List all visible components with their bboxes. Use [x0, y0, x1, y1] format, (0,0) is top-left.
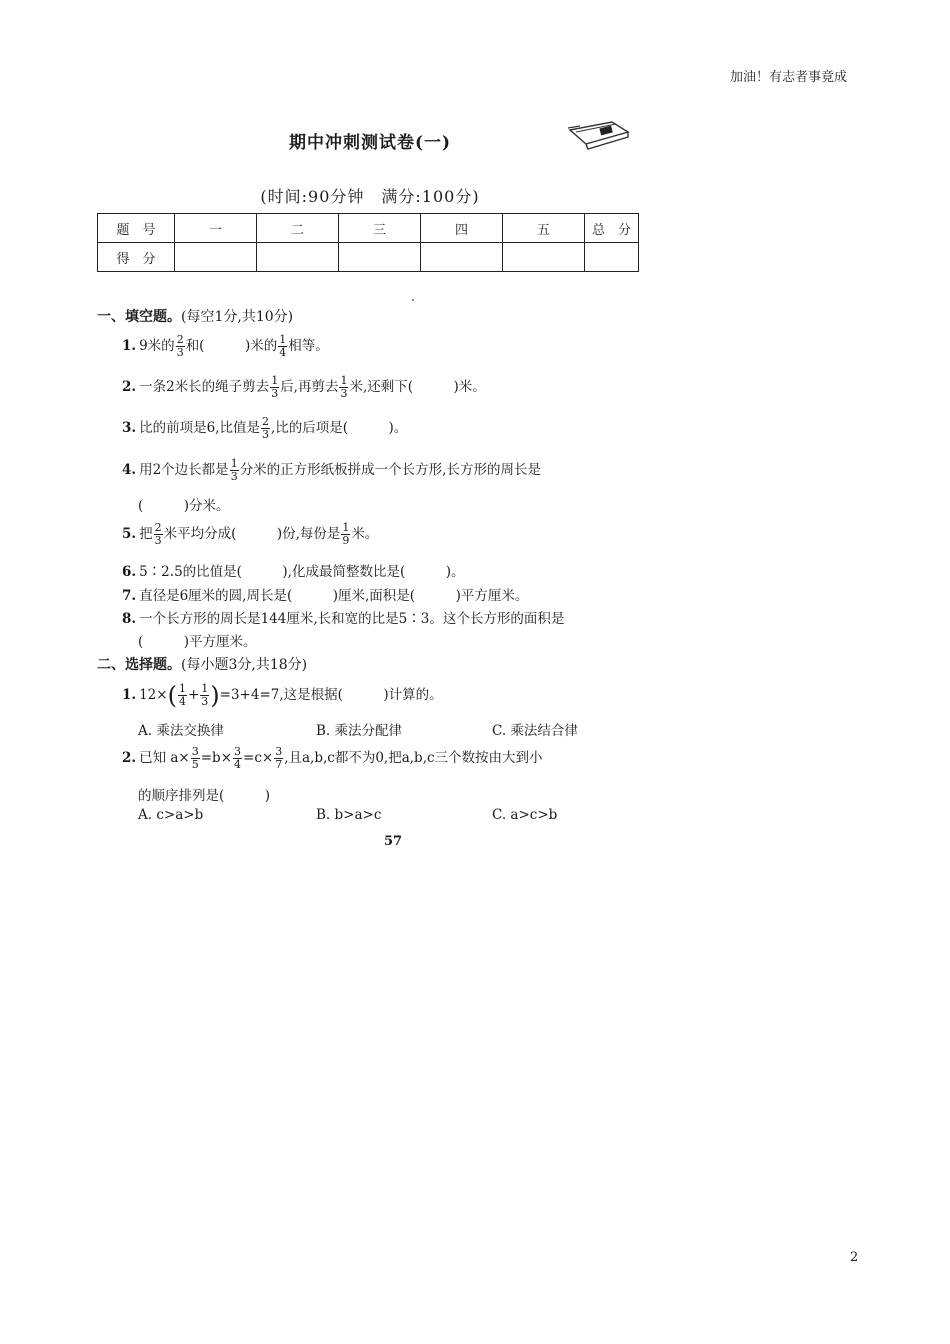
question-number: 2.: [122, 750, 137, 766]
question-2-1: [122, 683, 443, 708]
fraction: $\frac{1}{3}$: [230, 457, 238, 483]
section-heading: [97, 306, 293, 326]
question-text: 后,再剪去: [280, 379, 339, 395]
question-1-8-line2: ( )平方厘米。: [138, 634, 257, 650]
score-table-header-row: [98, 214, 639, 243]
score-input-cell[interactable]: [585, 243, 639, 272]
question-text: 直径是6厘米的圆,周长是( )厘米,面积是( )平方厘米。: [139, 588, 529, 604]
fraction: $\frac{1}{3}$: [340, 374, 348, 400]
score-input-cell[interactable]: [503, 243, 585, 272]
fraction: $\frac{2}{3}$: [261, 415, 269, 441]
big-paren-right: ): [210, 681, 220, 710]
question-number: 1.: [122, 338, 137, 354]
fraction: $\frac{3}{7}$: [275, 745, 283, 771]
question-number: 2.: [122, 379, 137, 395]
question-1-7: [122, 584, 528, 604]
fraction: $\frac{3}{5}$: [191, 745, 199, 771]
fraction: $\frac{1}{9}$: [342, 521, 350, 547]
score-input-cell[interactable]: [175, 243, 257, 272]
table-cell: 题 号: [98, 214, 175, 243]
section-note: (每小题3分,共18分): [181, 657, 308, 673]
question-text: 5∶2.5的比值是( ),化成最简整数比是( )。: [139, 564, 465, 580]
question-text: 相等。: [288, 338, 329, 354]
fraction: $\frac{1}{4}$: [279, 333, 287, 359]
question-text: 9米的: [139, 338, 175, 354]
question-text: 比的前项是6,比值是: [139, 420, 260, 436]
question-text: 分米的正方形纸板拼成一个长方形,长方形的周长是: [239, 462, 541, 478]
question-text: 和( )米的: [185, 338, 278, 354]
fraction: $\frac{1}{3}$: [271, 374, 279, 400]
option-a[interactable]: A. c>a>b: [138, 807, 204, 823]
scan-speck: [412, 299, 414, 301]
question-number: 5.: [122, 526, 137, 542]
question-1-3: [122, 416, 407, 441]
table-cell: 三: [339, 214, 421, 243]
question-text: =3+4=7,这是根据( )计算的。: [219, 687, 443, 703]
score-input-cell[interactable]: [421, 243, 503, 272]
question-1-6: [122, 560, 465, 580]
question-text: =b×: [200, 750, 233, 766]
fraction: $\frac{2}{3}$: [154, 521, 162, 547]
option-b[interactable]: B. b>a>c: [316, 807, 382, 823]
section-title: 二、选择题。: [97, 657, 181, 673]
score-input-cell[interactable]: [339, 243, 421, 272]
question-number: 3.: [122, 420, 137, 436]
table-cell: 总 分: [585, 214, 639, 243]
question-1-8: [122, 607, 564, 627]
question-text: ,比的后项是( )。: [270, 420, 408, 436]
question-text: 用2个边长都是: [139, 462, 229, 478]
section-note: (每空1分,共10分): [181, 309, 294, 325]
header-motto: 加油！有志者事竟成: [730, 70, 848, 85]
question-text: 米平均分成( )份,每份是: [163, 526, 341, 542]
table-cell: 五: [503, 214, 585, 243]
question-number: 4.: [122, 462, 137, 478]
question-number: 8.: [122, 611, 137, 627]
question-text: 已知 a×: [139, 750, 190, 766]
fraction: $\frac{2}{3}$: [176, 333, 184, 359]
score-table-score-row: [98, 243, 639, 272]
question-text: 米。: [351, 526, 379, 542]
question-text: 把: [139, 526, 153, 542]
question-number: 1.: [122, 687, 137, 703]
fraction: $\frac{1}{4}$: [178, 682, 186, 708]
question-text: ,且a,b,c都不为0,把a,b,c三个数按由大到小: [284, 750, 543, 766]
option-c[interactable]: C. 乘法结合律: [492, 723, 578, 739]
question-text: 12×: [139, 687, 168, 703]
table-cell: 二: [257, 214, 339, 243]
page-title: 期中冲刺测试卷(一): [288, 133, 452, 153]
option-c[interactable]: C. a>c>b: [492, 807, 558, 823]
pencil-book-icon: [566, 118, 632, 152]
fraction: $\frac{1}{3}$: [201, 682, 209, 708]
question-text: 一条2米长的绳子剪去: [139, 379, 270, 395]
question-number: 7.: [122, 588, 137, 604]
section-title: 一、填空题。: [97, 309, 181, 325]
question-1-4: [122, 458, 541, 483]
table-cell: 得 分: [98, 243, 175, 272]
question-1-1: [122, 334, 329, 359]
page-number: 57: [383, 834, 403, 849]
question-text: 一个长方形的周长是144厘米,长和宽的比是5∶3。这个长方形的面积是: [139, 611, 565, 627]
question-2-2-line2: 的顺序排列是( ): [138, 788, 271, 804]
question-text: 米,还剩下( )米。: [349, 379, 486, 395]
question-1-4-line2: ( )分米。: [138, 498, 230, 514]
document-page-number: 2: [850, 1250, 859, 1265]
table-cell: 一: [175, 214, 257, 243]
score-input-cell[interactable]: [257, 243, 339, 272]
plus-sign: +: [187, 687, 200, 703]
question-number: 6.: [122, 564, 137, 580]
fraction: $\frac{3}{4}$: [234, 745, 242, 771]
exam-subtitle: (时间:90分钟 满分:100分): [260, 187, 480, 206]
option-b[interactable]: B. 乘法分配律: [316, 723, 403, 739]
section-heading: [97, 654, 307, 674]
question-text: =c×: [243, 750, 274, 766]
question-1-5: [122, 522, 378, 547]
question-1-2: [122, 375, 486, 400]
score-table: [97, 213, 639, 272]
option-a[interactable]: A. 乘法交换律: [138, 723, 224, 739]
question-2-2: [122, 746, 543, 771]
table-cell: 四: [421, 214, 503, 243]
big-paren-left: (: [167, 681, 177, 710]
